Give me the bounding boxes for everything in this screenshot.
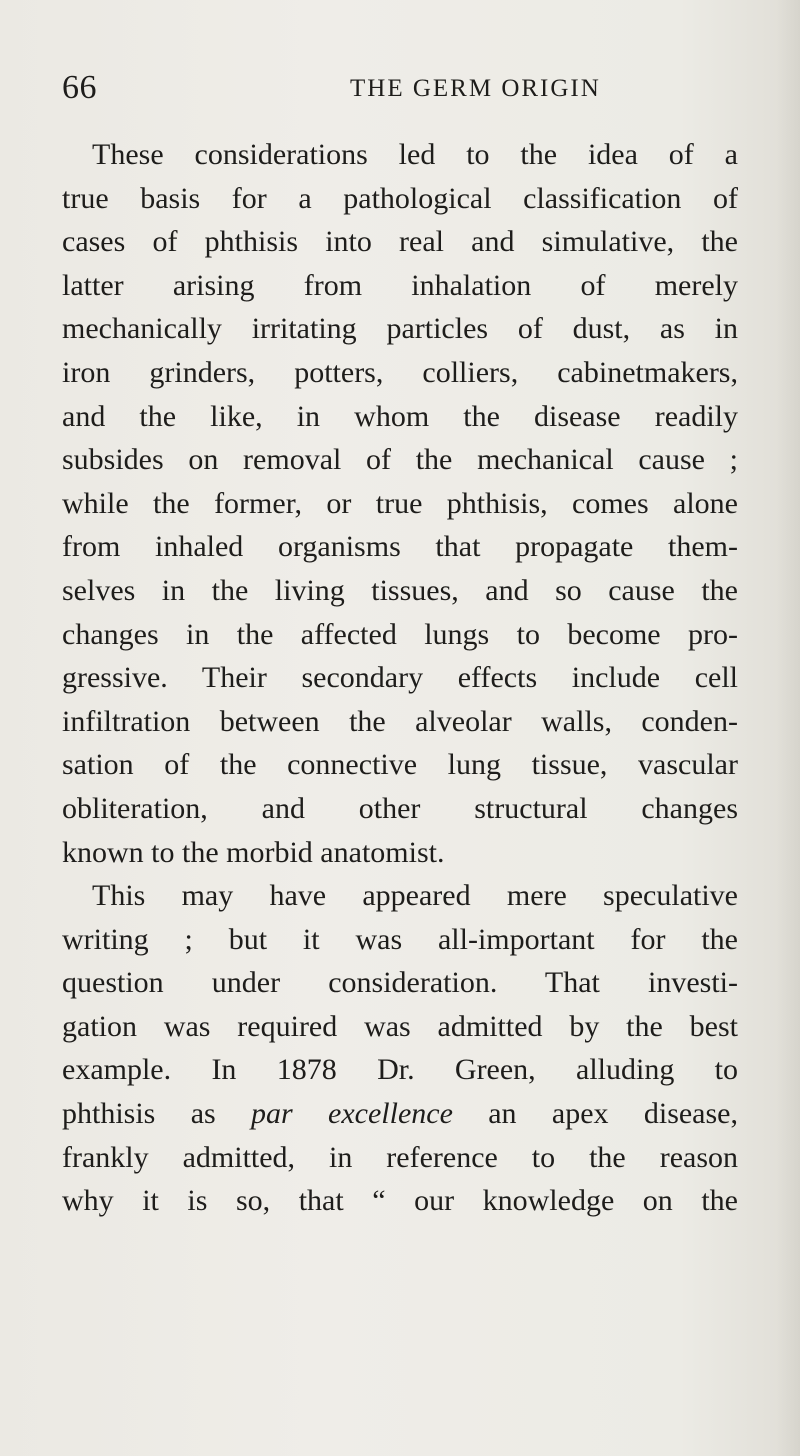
running-head: THE GERM ORIGIN <box>350 75 601 102</box>
text-line: changes in the affected lungs to become pro- <box>62 617 738 651</box>
text-line: true basis for a pathological classification of <box>62 181 738 215</box>
text-line: obliteration, and other structural changes <box>62 791 738 825</box>
text-line: and the like, in whom the disease readily <box>62 399 738 433</box>
page-header <box>62 68 732 108</box>
text-line: writing ; but it was all-important for the <box>62 922 738 956</box>
text-line: sation of the connective lung tissue, vascular <box>62 748 738 782</box>
body-text <box>62 133 738 1223</box>
text-line: why it is so, that “ our knowledge on the <box>62 1184 738 1218</box>
italic-phrase: par excellence <box>251 1097 453 1131</box>
text-line: question under consideration. That investi- <box>62 966 738 1000</box>
text-line: while the former, or true phthisis, comes alone <box>62 486 738 520</box>
text-line: frankly admitted, in reference to the reason <box>62 1140 738 1174</box>
text-line: subsides on removal of the mechanical cause ; <box>62 443 738 477</box>
text-line-with-italic <box>62 1092 738 1136</box>
text-line: example. In 1878 Dr. Green, alluding to <box>62 1053 738 1087</box>
text-line: latter arising from inhalation of merely <box>62 268 738 302</box>
text-line: iron grinders, potters, colliers, cabinetmakers, <box>62 355 738 389</box>
text-line: selves in the living tissues, and so cause the <box>62 573 738 607</box>
line-text-before: phthisis as <box>62 1097 252 1131</box>
text-line: gressive. Their secondary effects include cell <box>62 661 738 695</box>
line-text-after: an apex disease, <box>452 1097 738 1131</box>
text-line: gation was required was admitted by the best <box>62 1009 738 1043</box>
text-line: from inhaled organisms that propagate them- <box>62 530 738 564</box>
page-number: 66 <box>62 69 97 106</box>
text-line: cases of phthisis into real and simulative, the <box>62 225 738 259</box>
text-line: mechanically irritating particles of dust, as in <box>62 312 738 346</box>
paragraph-first-line: This may have appeared mere speculative <box>92 879 738 913</box>
paragraph-last-line: known to the morbid anatomist. <box>62 835 445 869</box>
text-line: These considerations led to the idea of a <box>92 138 738 171</box>
text-line: infiltration between the alveolar walls, conden- <box>62 704 738 738</box>
